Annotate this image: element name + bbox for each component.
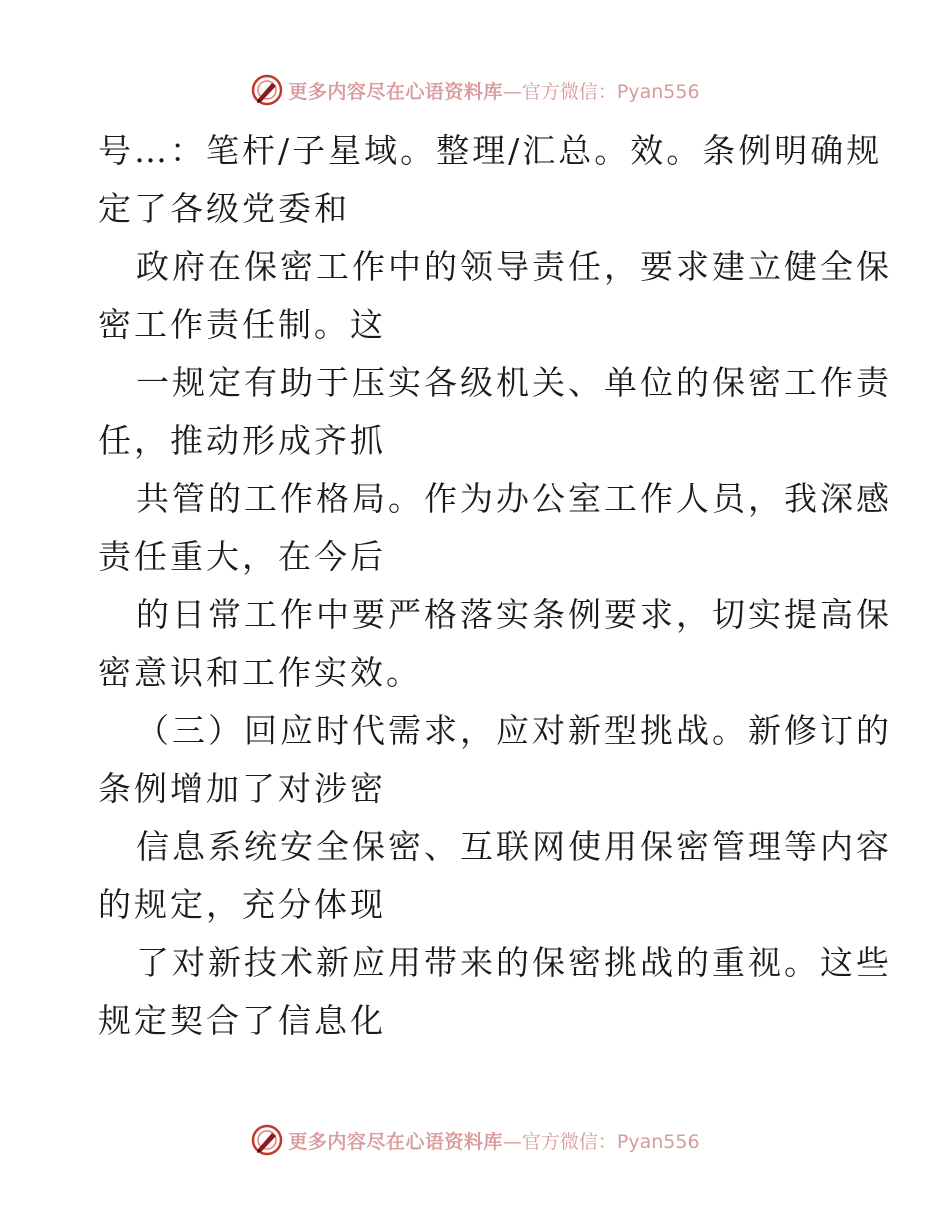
footer-banner (0, 1120, 950, 1160)
text-line: 的规定，充分体现 (98, 885, 386, 924)
text-line: 共管的工作格局。作为办公室工作人员，我深感 (136, 479, 892, 518)
pen-circle-logo-icon (250, 73, 284, 107)
paragraph-4 (98, 470, 892, 586)
paragraph-7 (98, 818, 892, 934)
header-banner-main: 更多内容尽在心语资料库 (288, 80, 503, 103)
footer-banner-main: 更多内容尽在心语资料库 (288, 1130, 503, 1153)
text-line: 责任重大，在今后 (98, 537, 386, 576)
text-line: （三）回应时代需求，应对新型挑战。新修订的 (136, 711, 892, 750)
text-line: 了对新技术新应用带来的保密挑战的重视。这些 (136, 943, 892, 982)
text-line: 任，推动形成齐抓 (98, 421, 386, 460)
text-line: 定了各级党委和 (98, 189, 350, 228)
text-line: 信息系统安全保密、互联网使用保密管理等内容 (136, 827, 892, 866)
text-line: 政府在保密工作中的领导责任，要求建立健全保 (136, 247, 892, 286)
header-banner-sub: —官方微信：Pyan556 (502, 80, 700, 103)
text-line: 的日常工作中要严格落实条例要求，切实提高保 (136, 595, 892, 634)
paragraph-3 (98, 354, 892, 470)
footer-banner-sub: —官方微信：Pyan556 (502, 1130, 700, 1153)
text-line: 密意识和工作实效。 (98, 653, 422, 692)
text-line: 条例增加了对涉密 (98, 769, 386, 808)
text-line: 规定契合了信息化 (98, 1001, 386, 1040)
paragraph-6 (98, 702, 892, 818)
paragraph-2 (98, 238, 892, 354)
pen-circle-logo-icon (250, 1123, 284, 1157)
text-line: 密工作责任制。这 (98, 305, 386, 344)
paragraph-5 (98, 586, 892, 702)
text-line: 号…：笔杆/子星域。整理/汇总。效。条例明确规 (98, 131, 883, 170)
document-body (98, 122, 892, 1050)
text-line: 一规定有助于压实各级机关、单位的保密工作责 (136, 363, 892, 402)
header-banner (0, 70, 950, 110)
paragraph-8 (98, 934, 892, 1050)
paragraph-1 (98, 122, 883, 238)
